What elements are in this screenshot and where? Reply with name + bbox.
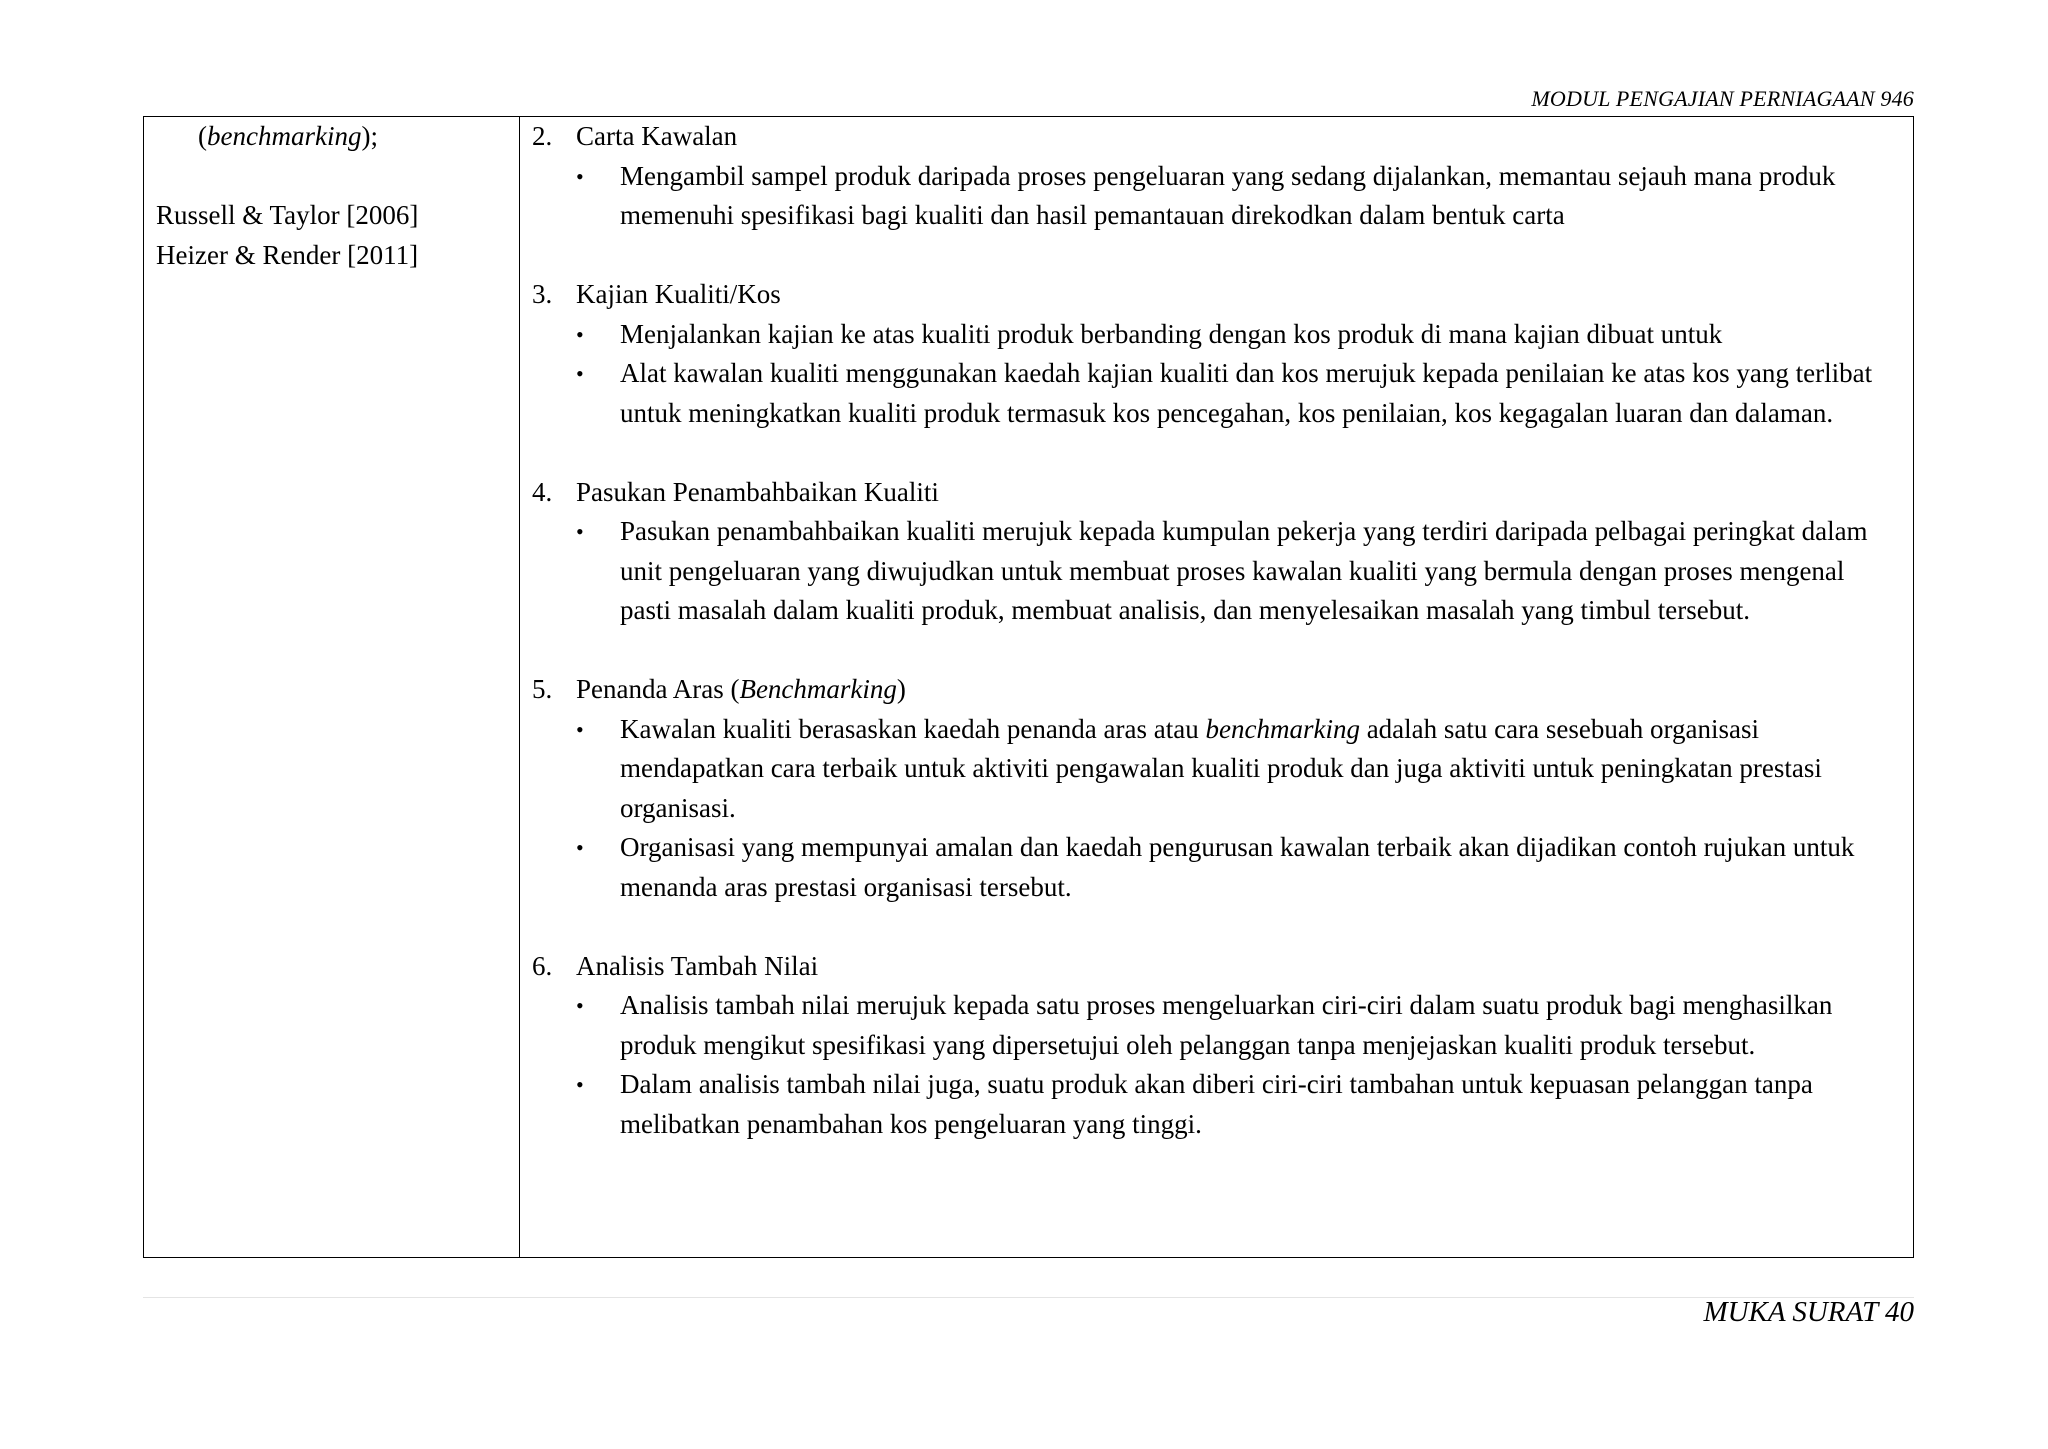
reference-column xyxy=(144,117,520,1257)
section-heading xyxy=(532,117,1897,157)
page-header: MODUL PENGAJIAN PERNIAGAAN 946 xyxy=(1531,86,1914,111)
spacer xyxy=(156,157,519,197)
section-number: 3. xyxy=(532,279,553,309)
section-pasukan-penambahbaikan xyxy=(532,473,1897,631)
section-kajian-kualiti-kos xyxy=(532,275,1897,433)
bullet-text: Alat kawalan kualiti menggunakan kaedah kajian kualiti dan kos merujuk kepada penilaian ke atas kos yang terlibat untuk meningkatkan kualiti produk termasuk kos pencegahan, kos penilaian, kos kegagalan luaran dan dalaman. xyxy=(620,358,1873,428)
paren-open: ( xyxy=(198,121,207,151)
section-number: 5. xyxy=(532,674,553,704)
paren-close: ); xyxy=(361,121,378,151)
section-heading xyxy=(532,275,1897,315)
bullet-icon: • xyxy=(576,993,584,1018)
bullet-icon: • xyxy=(576,163,584,189)
section-heading xyxy=(532,473,1897,513)
content-table xyxy=(143,116,1914,1258)
list-item xyxy=(532,512,1897,631)
bullet-text: Menjalankan kajian ke atas kualiti produk berbanding dengan kos produk di mana kajian dibuat untuk xyxy=(620,318,1723,349)
page-number: MUKA SURAT 40 xyxy=(1703,1296,1914,1328)
bullet-icon: • xyxy=(576,1072,584,1097)
title-suffix: ) xyxy=(896,674,906,704)
bullet-text: Dalam analisis tambah nilai juga, suatu produk akan diberi ciri-ciri tambahan untuk kepuasan pelanggan tanpa melibatkan penambahan kos pengeluaran yang tinggi. xyxy=(620,1069,1813,1139)
list-item xyxy=(532,1065,1897,1144)
list-item xyxy=(532,354,1897,433)
section-title: Kajian Kualiti/Kos xyxy=(576,279,781,309)
section-title: Carta Kawalan xyxy=(576,121,738,151)
bullet-text: Organisasi yang mempunyai amalan dan kaedah pengurusan kawalan terbaik akan dijadikan contoh rujukan untuk menanda aras prestasi organisasi tersebut. xyxy=(620,832,1855,902)
list-item xyxy=(532,157,1897,236)
title-prefix: Penanda Aras ( xyxy=(576,674,740,704)
list-item xyxy=(532,986,1897,1065)
bullet-text-italic: benchmarking xyxy=(1205,713,1360,744)
section-penanda-aras xyxy=(532,670,1897,907)
content-column xyxy=(520,117,1913,1257)
bullet-icon: • xyxy=(576,321,584,347)
bullet-text: Analisis tambah nilai merujuk kepada satu proses mengeluarkan ciri-ciri dalam suatu produk bagi menghasilkan produk mengikut spesifikasi yang dipersetujui oleh pelanggan tanpa menjejaskan kualiti produk tersebut. xyxy=(620,990,1833,1060)
reference-heizer-render: Heizer & Render [2011] xyxy=(156,239,419,270)
bullet-icon: • xyxy=(576,519,584,544)
section-analisis-tambah-nilai xyxy=(532,947,1897,1145)
section-number: 2. xyxy=(532,121,553,151)
bullet-icon: • xyxy=(576,361,584,386)
benchmarking-term: benchmarking xyxy=(207,121,362,151)
bullet-text-pre: Kawalan kualiti berasaskan kaedah penanda aras atau xyxy=(620,713,1206,744)
bullet-list xyxy=(532,315,1897,434)
bullet-list xyxy=(532,710,1897,908)
bullet-list xyxy=(532,986,1897,1144)
title-italic: Benchmarking xyxy=(739,674,897,704)
section-title xyxy=(576,670,906,710)
list-item xyxy=(532,710,1897,829)
list-item xyxy=(532,315,1897,355)
section-carta-kawalan xyxy=(532,117,1897,236)
benchmarking-note xyxy=(156,117,519,157)
reference-russell-taylor: Russell & Taylor [2006] xyxy=(156,200,419,230)
section-heading xyxy=(532,947,1897,987)
section-heading xyxy=(532,670,1897,710)
section-title: Pasukan Penambahbaikan Kualiti xyxy=(576,476,939,507)
bullet-icon: • xyxy=(576,716,584,742)
footer-divider xyxy=(143,1297,1914,1298)
section-number: 6. xyxy=(532,950,553,981)
section-title: Analisis Tambah Nilai xyxy=(576,950,819,981)
bullet-icon: • xyxy=(576,835,584,860)
list-item xyxy=(532,828,1897,907)
bullet-text xyxy=(620,710,1897,829)
section-number: 4. xyxy=(532,476,553,507)
bullet-text-post: adalah satu cara sesebuah organisasi mendapatkan cara terbaik untuk aktiviti pengawalan kualiti produk dan juga aktiviti untuk peningkatan prestasi organisasi. xyxy=(620,713,1822,823)
bullet-text: Pasukan penambahbaikan kualiti merujuk kepada kumpulan pekerja yang terdiri daripada pelbagai peringkat dalam unit pengeluaran yang diwujudkan untuk membuat proses kawalan kualiti yang bermula dengan proses mengenal pasti masalah dalam kualiti produk, membuat analisis, dan menyelesaikan masalah yang timbul tersebut. xyxy=(620,516,1868,625)
bullet-text: Mengambil sampel produk daripada proses pengeluaran yang sedang dijalankan, memantau sejauh mana produk memenuhi spesifikasi bagi kualiti dan hasil pemantauan direkodkan dalam bentuk carta xyxy=(620,160,1836,230)
bullet-list xyxy=(532,512,1897,631)
bullet-list xyxy=(532,157,1897,236)
